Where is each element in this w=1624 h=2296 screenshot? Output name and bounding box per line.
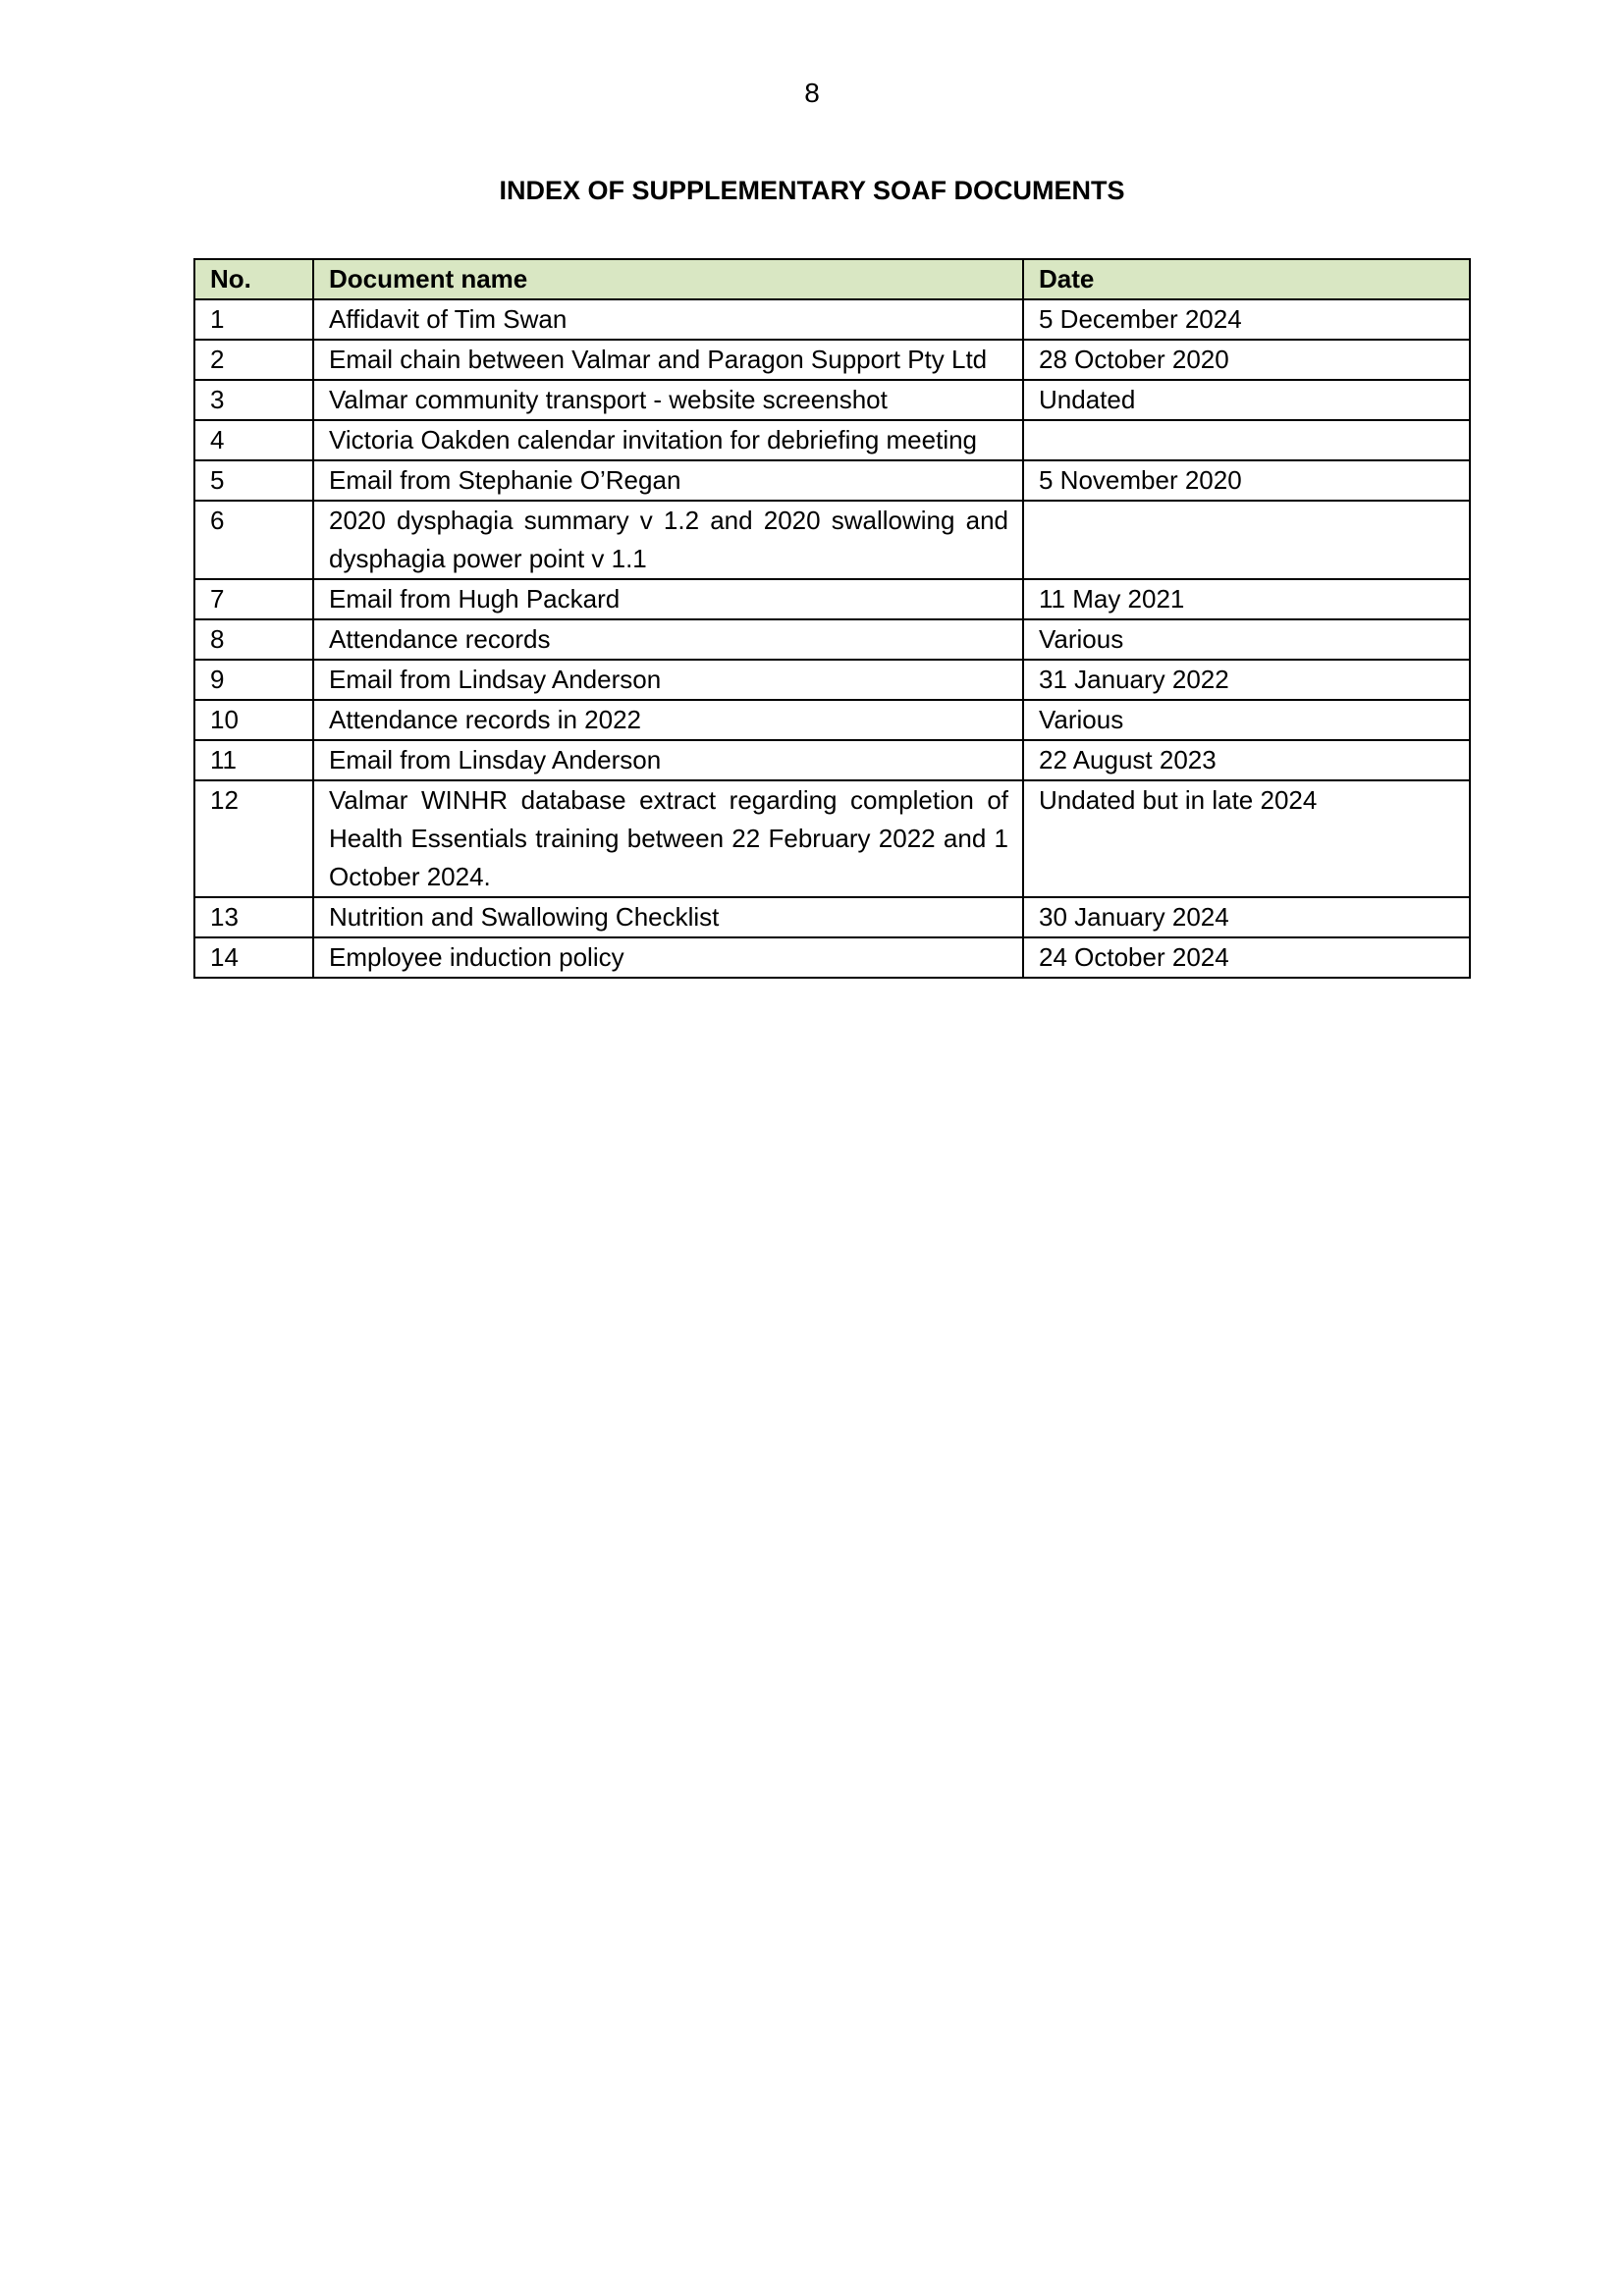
document-name-cell: Email from Linsday Anderson: [313, 740, 1023, 780]
date-cell: 22 August 2023: [1023, 740, 1470, 780]
table-row: [194, 340, 1470, 380]
table-row: [194, 579, 1470, 619]
document-name-cell: Email from Lindsay Anderson: [313, 660, 1023, 700]
date-cell: 5 November 2020: [1023, 460, 1470, 501]
row-number-cell: 13: [194, 897, 313, 937]
row-number-cell: 1: [194, 299, 313, 340]
document-name-cell: Employee induction policy: [313, 937, 1023, 978]
row-number-cell: 8: [194, 619, 313, 660]
date-cell: Various: [1023, 700, 1470, 740]
document-name-cell: 2020 dysphagia summary v 1.2 and 2020 swallowing and dysphagia power point v 1.1: [313, 501, 1023, 579]
row-number-cell: 3: [194, 380, 313, 420]
table-row: [194, 780, 1470, 897]
date-cell: [1023, 420, 1470, 460]
table-row: [194, 619, 1470, 660]
date-cell: 24 October 2024: [1023, 937, 1470, 978]
date-cell: Undated: [1023, 380, 1470, 420]
column-header-no: No.: [194, 259, 313, 299]
document-name-cell: Victoria Oakden calendar invitation for debriefing meeting: [313, 420, 1023, 460]
date-cell: Various: [1023, 619, 1470, 660]
document-name-cell: Valmar WINHR database extract regarding completion of Health Essentials training between 22 February 2022 and 1 October 2024.: [313, 780, 1023, 897]
document-name-cell: Attendance records: [313, 619, 1023, 660]
table-row: [194, 299, 1470, 340]
table-row: [194, 660, 1470, 700]
column-header-date: Date: [1023, 259, 1470, 299]
row-number-cell: 10: [194, 700, 313, 740]
table-body: [194, 299, 1470, 978]
table-row: [194, 501, 1470, 579]
date-cell: [1023, 501, 1470, 579]
document-name-cell: Email from Hugh Packard: [313, 579, 1023, 619]
document-name-cell: Email chain between Valmar and Paragon Support Pty Ltd: [313, 340, 1023, 380]
row-number-cell: 2: [194, 340, 313, 380]
document-name-cell: Nutrition and Swallowing Checklist: [313, 897, 1023, 937]
table-header-row: [194, 259, 1470, 299]
document-name-cell: Valmar community transport - website screenshot: [313, 380, 1023, 420]
row-number-cell: 7: [194, 579, 313, 619]
table-row: [194, 460, 1470, 501]
table-row: [194, 897, 1470, 937]
row-number-cell: 4: [194, 420, 313, 460]
page-heading: INDEX OF SUPPLEMENTARY SOAF DOCUMENTS: [499, 176, 1125, 205]
column-header-document-name: Document name: [313, 259, 1023, 299]
date-cell: 11 May 2021: [1023, 579, 1470, 619]
table-row: [194, 740, 1470, 780]
page-number: 8: [804, 78, 820, 108]
row-number-cell: 14: [194, 937, 313, 978]
date-cell: 28 October 2020: [1023, 340, 1470, 380]
date-cell: 5 December 2024: [1023, 299, 1470, 340]
document-name-cell: Attendance records in 2022: [313, 700, 1023, 740]
row-number-cell: 5: [194, 460, 313, 501]
date-cell: 31 January 2022: [1023, 660, 1470, 700]
table-row: [194, 380, 1470, 420]
documents-index-table: [193, 258, 1471, 979]
table-row: [194, 420, 1470, 460]
row-number-cell: 6: [194, 501, 313, 579]
row-number-cell: 9: [194, 660, 313, 700]
table-row: [194, 700, 1470, 740]
document-name-cell: Affidavit of Tim Swan: [313, 299, 1023, 340]
table-row: [194, 937, 1470, 978]
date-cell: Undated but in late 2024: [1023, 780, 1470, 897]
document-name-cell: Email from Stephanie O’Regan: [313, 460, 1023, 501]
row-number-cell: 11: [194, 740, 313, 780]
row-number-cell: 12: [194, 780, 313, 897]
date-cell: 30 January 2024: [1023, 897, 1470, 937]
